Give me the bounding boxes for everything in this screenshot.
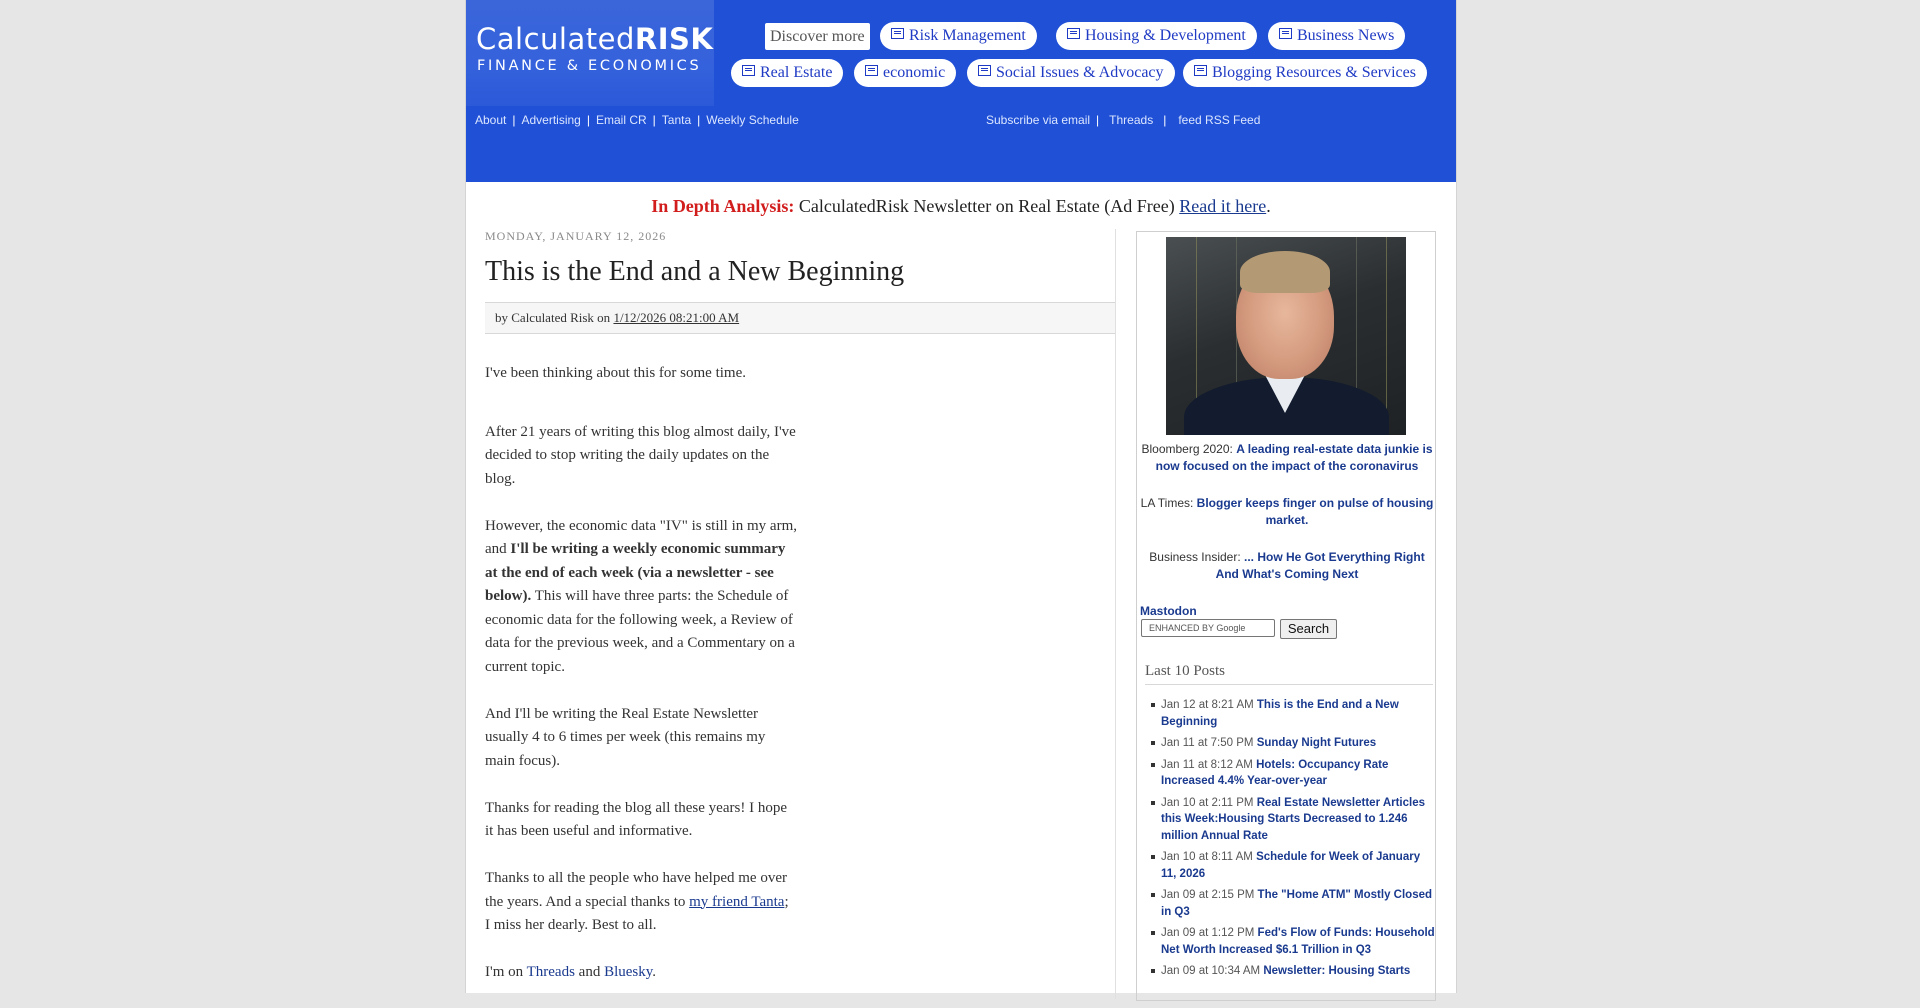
press-mention-la-times [1137,495,1437,529]
list-item [1161,963,1436,980]
paragraph-text: . [652,964,657,980]
recent-post-link[interactable]: Hotels: Occupancy Rate Increased 4.4% Year-over-year [1161,758,1389,787]
mastodon-link[interactable]: Mastodon [1140,604,1197,618]
press-source: LA Times: [1140,496,1194,510]
paragraph-text: I'm on [485,964,524,980]
topic-pill-blogging-resources[interactable] [1183,59,1427,87]
post-date: MONDAY, JANUARY 12, 2026 [485,229,667,243]
recent-post-link[interactable]: Fed's Flow of Funds: Household Net Worth Increased $6.1 Trillion in Q3 [1161,927,1435,956]
rss-feed-link[interactable] [1178,113,1260,127]
pill-label: economic [883,64,946,81]
pill-label: Real Estate [760,64,833,81]
recent-post-link[interactable]: Schedule for Week of January 11, 2026 [1161,851,1421,880]
post-time: Jan 09 at 1:12 PM [1161,927,1255,939]
post-paragraph [485,961,797,985]
newspaper-icon [1067,28,1080,39]
post-title[interactable]: This is the End and a New Beginning [485,256,905,287]
nav-weekly-schedule[interactable]: Weekly Schedule [706,113,799,127]
post-paragraph: And I'll be writing the Real Estate Newsletter usually 4 to 6 times per week (this remains my main focus). [485,705,766,769]
post-time: Jan 10 at 8:11 AM [1161,851,1253,863]
paragraph-text: ; I miss her dearly. Best to all. [485,893,789,933]
newspaper-icon [978,65,991,76]
press-source: Bloomberg 2020: [1141,442,1233,456]
press-link[interactable]: Blogger keeps finger on pulse of housing market. [1196,496,1434,527]
recent-post-link[interactable]: This is the End and a New Beginning [1161,699,1399,728]
post-meta [485,302,1115,334]
threads-link[interactable]: Threads [526,964,575,980]
newspaper-icon [891,28,904,39]
list-item [1161,887,1436,920]
list-item [1161,849,1436,882]
nav-email-cr[interactable]: Email CR [595,113,647,127]
post-time: Jan 10 at 2:11 PM [1161,796,1254,809]
header-nav-left: About | Advertising | Email CR | Tanta | Weekly Schedule [475,113,799,127]
banner-text: CalculatedRisk Newsletter on Real Estate (Ad Free) [798,196,1175,216]
list-item [1161,925,1436,958]
topic-pill-risk-management[interactable] [880,22,1037,50]
bluesky-link[interactable]: Bluesky [604,964,653,980]
pill-label: Business News [1297,27,1395,44]
post-time: Jan 09 at 2:15 PM [1161,889,1255,901]
recent-post-link[interactable]: Newsletter: Housing Starts [1263,965,1411,977]
nav-threads[interactable]: Threads [1109,113,1154,127]
newspaper-icon [1194,65,1207,76]
recent-post-link[interactable]: The "Home ATM" Mostly Closed in Q3 [1161,889,1433,918]
site-header [466,0,1456,182]
logo-bold-text: RISK [634,22,714,56]
post-author: by Calculated Risk on [495,310,611,325]
topic-pill-real-estate[interactable] [731,59,843,87]
banner-period: . [1266,196,1271,216]
discover-more-label[interactable]: Discover more [765,23,870,50]
press-mention-business-insider [1137,549,1437,583]
pill-label: Blogging Resources & Services [1212,64,1416,81]
search-input[interactable]: ENHANCED BY Google [1141,619,1275,637]
recent-post-link[interactable]: Sunday Night Futures [1256,737,1377,749]
topic-pill-housing-development[interactable] [1056,22,1257,50]
logo-subtitle: FINANCE & ECONOMICS [477,58,702,74]
topic-pill-economic[interactable] [854,59,956,87]
page-container [465,0,1457,993]
pill-label: Risk Management [909,27,1026,44]
paragraph-text: and [578,964,601,980]
nav-about[interactable]: About [475,113,507,127]
sidebar [1136,231,1436,1001]
post-paragraph: I've been thinking about this for some time. [485,365,746,381]
post-paragraph [485,867,797,938]
paragraph-bold-text: I'll be writing a weekly economic summary at the end of each week (via a newsletter - see below). [485,541,786,604]
newspaper-icon [1279,28,1292,39]
feed-icon: feed [1178,113,1202,127]
list-item [1161,697,1436,730]
post-body [485,362,797,985]
pill-label: Housing & Development [1085,27,1246,44]
nav-advertising[interactable]: Advertising [521,113,581,127]
post-time: Jan 11 at 7:50 PM [1161,737,1254,749]
search-button[interactable]: Search [1280,619,1337,639]
header-nav-right: Subscribe via email | Threads | feed RSS Feed [986,113,1261,127]
press-link[interactable]: A leading real-estate data junkie is now focused on the impact of the coronavirus [1155,442,1433,473]
post-paragraph: Thanks for reading the blog all these years! I hope it has been useful and informative. [485,799,787,839]
banner-label: In Depth Analysis: [651,196,795,216]
post-time: Jan 12 at 8:21 AM [1161,699,1254,711]
recent-post-link[interactable]: Real Estate Newsletter Articles this Week:Housing Starts Decreased to 1.246 million Annual Rate [1161,796,1426,842]
nav-tanta[interactable]: Tanta [661,113,692,127]
banner-read-link[interactable]: Read it here [1179,196,1267,216]
tanta-link[interactable]: my friend Tanta [689,893,785,910]
newspaper-icon [742,65,755,76]
paragraph-text: Thanks to all the people who have helped me over the years. And a special thanks to [485,870,787,910]
last-10-posts-title: Last 10 Posts [1145,663,1433,685]
press-source: Business Insider: [1149,550,1241,564]
press-mention-bloomberg [1137,441,1437,475]
list-item [1161,757,1436,790]
newspaper-icon [865,65,878,76]
nav-subscribe-email[interactable]: Subscribe via email [986,113,1091,127]
topic-pill-social-issues[interactable] [967,59,1175,87]
main-content [485,229,1115,1008]
paragraph-text: However, the economic data "IV" is still in my arm, and [485,517,797,557]
recent-posts-list [1159,697,1436,985]
list-item [1161,735,1436,752]
post-time: Jan 11 at 8:12 AM [1161,758,1253,771]
topic-pill-business-news[interactable] [1268,22,1405,50]
logo-main-text: Calculated [476,22,635,56]
author-photo [1166,237,1406,435]
newsletter-banner [466,196,1456,217]
rss-feed-label: RSS Feed [1205,113,1261,127]
post-paragraph [485,515,797,680]
post-time: Jan 09 at 10:34 AM [1161,965,1261,977]
list-item [1161,795,1436,845]
post-timestamp-link[interactable]: 1/12/2026 08:21:00 AM [613,310,740,325]
post-paragraph: After 21 years of writing this blog almost daily, I've decided to stop writing the daily updates on the blog. [485,423,796,487]
press-link[interactable]: ... How He Got Everything Right And What's Coming Next [1215,550,1425,581]
site-logo[interactable] [466,0,714,106]
column-divider [1115,229,1116,999]
paragraph-text: This will have three parts: the Schedule of economic data for the following week, a Review of data for the previous week, and a Commentary on a current topic. [485,588,795,675]
pill-label: Social Issues & Advocacy [996,64,1164,81]
